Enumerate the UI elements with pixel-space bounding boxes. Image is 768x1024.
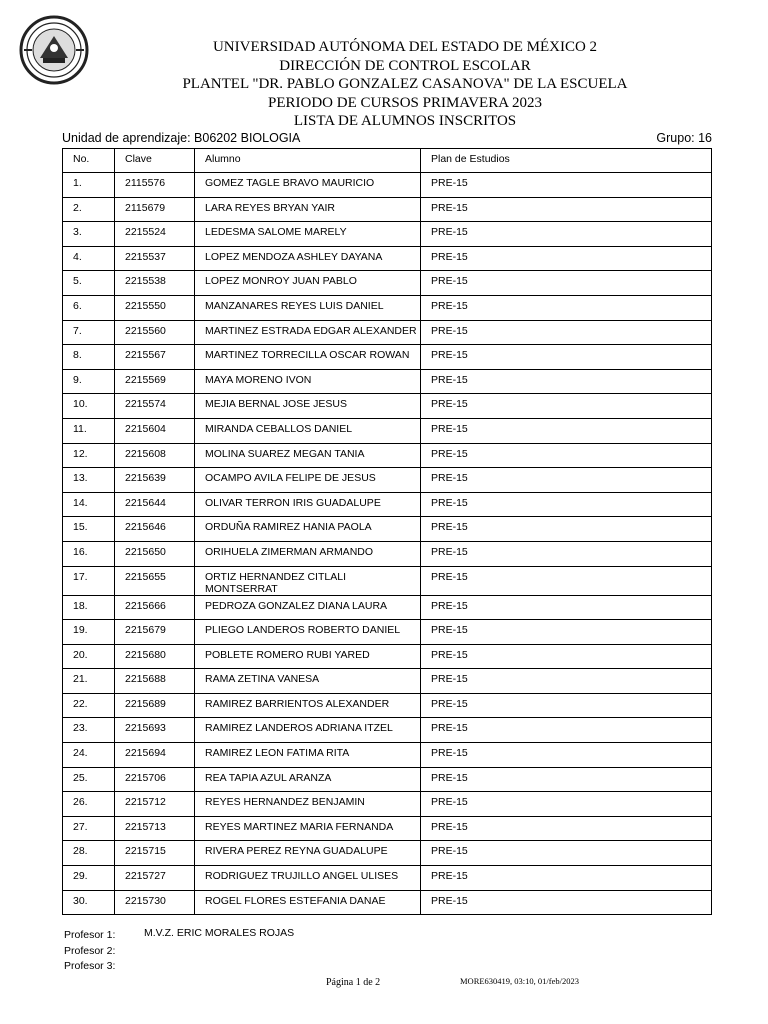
cell-clave: 2215689 bbox=[115, 693, 195, 718]
document-header bbox=[100, 38, 710, 131]
cell-alumno: RAMIREZ BARRIENTOS ALEXANDER bbox=[195, 693, 421, 718]
cell-plan: PRE-15 bbox=[421, 295, 712, 320]
table-row bbox=[63, 394, 712, 419]
cell-no: 17. bbox=[63, 566, 115, 595]
cell-clave: 2115679 bbox=[115, 197, 195, 222]
cell-alumno: RODRIGUEZ TRUJILLO ANGEL ULISES bbox=[195, 866, 421, 891]
cell-alumno: MARTINEZ ESTRADA EDGAR ALEXANDER bbox=[195, 320, 421, 345]
cell-no: 8. bbox=[63, 345, 115, 370]
cell-alumno: GOMEZ TAGLE BRAVO MAURICIO bbox=[195, 173, 421, 198]
table-row bbox=[63, 767, 712, 792]
cell-plan: PRE-15 bbox=[421, 320, 712, 345]
cell-clave: 2115576 bbox=[115, 173, 195, 198]
cell-no: 29. bbox=[63, 866, 115, 891]
cell-alumno: PLIEGO LANDEROS ROBERTO DANIEL bbox=[195, 620, 421, 645]
cell-plan: PRE-15 bbox=[421, 718, 712, 743]
cell-clave: 2215715 bbox=[115, 841, 195, 866]
table-row bbox=[63, 718, 712, 743]
cell-alumno: REA TAPIA AZUL ARANZA bbox=[195, 767, 421, 792]
cell-no: 30. bbox=[63, 890, 115, 915]
cell-alumno: LARA REYES BRYAN YAIR bbox=[195, 197, 421, 222]
cell-alumno: LEDESMA SALOME MARELY bbox=[195, 222, 421, 247]
table-header-row bbox=[63, 149, 712, 173]
cell-plan: PRE-15 bbox=[421, 246, 712, 271]
cell-plan: PRE-15 bbox=[421, 620, 712, 645]
cell-no: 18. bbox=[63, 595, 115, 620]
cell-plan: PRE-15 bbox=[421, 443, 712, 468]
table-row bbox=[63, 890, 712, 915]
cell-clave: 2215524 bbox=[115, 222, 195, 247]
table-row bbox=[63, 492, 712, 517]
cell-alumno: OCAMPO AVILA FELIPE DE JESUS bbox=[195, 468, 421, 493]
cell-clave: 2215567 bbox=[115, 345, 195, 370]
cell-plan: PRE-15 bbox=[421, 693, 712, 718]
cell-plan: PRE-15 bbox=[421, 517, 712, 542]
table-row bbox=[63, 197, 712, 222]
cell-plan: PRE-15 bbox=[421, 595, 712, 620]
column-header-clave: Clave bbox=[115, 149, 195, 173]
table-row bbox=[63, 620, 712, 645]
table-row bbox=[63, 669, 712, 694]
cell-alumno: RAMIREZ LANDEROS ADRIANA ITZEL bbox=[195, 718, 421, 743]
cell-clave: 2215639 bbox=[115, 468, 195, 493]
header-line-direccion: DIRECCIÓN DE CONTROL ESCOLAR bbox=[279, 57, 531, 74]
cell-no: 20. bbox=[63, 644, 115, 669]
cell-clave: 2215666 bbox=[115, 595, 195, 620]
cell-clave: 2215679 bbox=[115, 620, 195, 645]
table-row bbox=[63, 320, 712, 345]
table-row bbox=[63, 541, 712, 566]
cell-plan: PRE-15 bbox=[421, 743, 712, 768]
table-row bbox=[63, 566, 712, 595]
professors-block bbox=[64, 928, 364, 975]
cell-plan: PRE-15 bbox=[421, 866, 712, 891]
cell-alumno: OLIVAR TERRON IRIS GUADALUPE bbox=[195, 492, 421, 517]
table-row bbox=[63, 517, 712, 542]
cell-no: 3. bbox=[63, 222, 115, 247]
table-row bbox=[63, 443, 712, 468]
cell-clave: 2215713 bbox=[115, 816, 195, 841]
table-row bbox=[63, 271, 712, 296]
cell-clave: 2215680 bbox=[115, 644, 195, 669]
table-row bbox=[63, 345, 712, 370]
cell-alumno: REYES MARTINEZ MARIA FERNANDA bbox=[195, 816, 421, 841]
cell-plan: PRE-15 bbox=[421, 841, 712, 866]
cell-clave: 2215727 bbox=[115, 866, 195, 891]
cell-alumno: POBLETE ROMERO RUBI YARED bbox=[195, 644, 421, 669]
cell-alumno: MAYA MORENO IVON bbox=[195, 369, 421, 394]
cell-no: 24. bbox=[63, 743, 115, 768]
professor-label: Profesor 1: bbox=[64, 929, 116, 941]
table-row bbox=[63, 246, 712, 271]
cell-no: 25. bbox=[63, 767, 115, 792]
cell-alumno: ORDUÑA RAMIREZ HANIA PAOLA bbox=[195, 517, 421, 542]
header-line-periodo: PERIODO DE CURSOS PRIMAVERA 2023 bbox=[268, 94, 542, 111]
university-seal-icon bbox=[18, 14, 90, 86]
cell-clave: 2215646 bbox=[115, 517, 195, 542]
cell-no: 28. bbox=[63, 841, 115, 866]
professor-label: Profesor 3: bbox=[64, 960, 116, 972]
cell-no: 23. bbox=[63, 718, 115, 743]
cell-alumno: ORTIZ HERNANDEZ CITLALI MONTSERRAT bbox=[195, 566, 421, 595]
professor-row bbox=[64, 928, 364, 944]
cell-plan: PRE-15 bbox=[421, 644, 712, 669]
cell-plan: PRE-15 bbox=[421, 369, 712, 394]
cell-clave: 2215538 bbox=[115, 271, 195, 296]
table-row bbox=[63, 295, 712, 320]
cell-plan: PRE-15 bbox=[421, 541, 712, 566]
table-row bbox=[63, 222, 712, 247]
cell-alumno: MARTINEZ TORRECILLA OSCAR ROWAN bbox=[195, 345, 421, 370]
table-row bbox=[63, 644, 712, 669]
cell-plan: PRE-15 bbox=[421, 767, 712, 792]
unidad-aprendizaje: Unidad de aprendizaje: B06202 BIOLOGIA bbox=[62, 131, 301, 145]
cell-no: 14. bbox=[63, 492, 115, 517]
cell-alumno: RIVERA PEREZ REYNA GUADALUPE bbox=[195, 841, 421, 866]
header-line-lista: LISTA DE ALUMNOS INSCRITOS bbox=[293, 113, 517, 129]
cell-alumno: ROGEL FLORES ESTEFANIA DANAE bbox=[195, 890, 421, 915]
header-line-university: UNIVERSIDAD AUTÓNOMA DEL ESTADO DE MÉXICO 2 bbox=[212, 39, 598, 55]
table-row bbox=[63, 173, 712, 198]
header-line-plantel: PLANTEL "DR. PABLO GONZALEZ CASANOVA" DE LA ESCUELA bbox=[182, 76, 628, 92]
cell-plan: PRE-15 bbox=[421, 418, 712, 443]
column-header-alumno: Alumno bbox=[195, 149, 421, 173]
cell-alumno: LOPEZ MONROY JUAN PABLO bbox=[195, 271, 421, 296]
cell-clave: 2215730 bbox=[115, 890, 195, 915]
table-row bbox=[63, 866, 712, 891]
column-header-no: No. bbox=[63, 149, 115, 173]
cell-no: 12. bbox=[63, 443, 115, 468]
cell-clave: 2215706 bbox=[115, 767, 195, 792]
cell-plan: PRE-15 bbox=[421, 669, 712, 694]
cell-alumno: RAMA ZETINA VANESA bbox=[195, 669, 421, 694]
professor-row bbox=[64, 944, 364, 960]
cell-plan: PRE-15 bbox=[421, 492, 712, 517]
table-row bbox=[63, 595, 712, 620]
cell-plan: PRE-15 bbox=[421, 890, 712, 915]
cell-alumno: MEJIA BERNAL JOSE JESUS bbox=[195, 394, 421, 419]
cell-clave: 2215712 bbox=[115, 792, 195, 817]
table-row bbox=[63, 792, 712, 817]
cell-clave: 2215688 bbox=[115, 669, 195, 694]
cell-alumno: PEDROZA GONZALEZ DIANA LAURA bbox=[195, 595, 421, 620]
cell-clave: 2215608 bbox=[115, 443, 195, 468]
table-row bbox=[63, 468, 712, 493]
cell-no: 13. bbox=[63, 468, 115, 493]
cell-plan: PRE-15 bbox=[421, 792, 712, 817]
cell-alumno: MIRANDA CEBALLOS DANIEL bbox=[195, 418, 421, 443]
table-row bbox=[63, 369, 712, 394]
cell-alumno: MANZANARES REYES LUIS DANIEL bbox=[195, 295, 421, 320]
cell-no: 1. bbox=[63, 173, 115, 198]
cell-no: 7. bbox=[63, 320, 115, 345]
cell-no: 15. bbox=[63, 517, 115, 542]
cell-no: 19. bbox=[63, 620, 115, 645]
table-body bbox=[63, 173, 712, 915]
cell-clave: 2215693 bbox=[115, 718, 195, 743]
cell-alumno: LOPEZ MENDOZA ASHLEY DAYANA bbox=[195, 246, 421, 271]
cell-clave: 2215550 bbox=[115, 295, 195, 320]
cell-plan: PRE-15 bbox=[421, 271, 712, 296]
professor-name: M.V.Z. ERIC MORALES ROJAS bbox=[144, 927, 295, 939]
cell-clave: 2215655 bbox=[115, 566, 195, 595]
column-header-plan: Plan de Estudios bbox=[421, 149, 712, 173]
table-row bbox=[63, 816, 712, 841]
cell-plan: PRE-15 bbox=[421, 173, 712, 198]
cell-alumno: ORIHUELA ZIMERMAN ARMANDO bbox=[195, 541, 421, 566]
grupo: Grupo: 16 bbox=[656, 131, 712, 145]
cell-no: 27. bbox=[63, 816, 115, 841]
cell-clave: 2215574 bbox=[115, 394, 195, 419]
cell-clave: 2215537 bbox=[115, 246, 195, 271]
cell-alumno: REYES HERNANDEZ BENJAMIN bbox=[195, 792, 421, 817]
cell-clave: 2215694 bbox=[115, 743, 195, 768]
cell-no: 10. bbox=[63, 394, 115, 419]
cell-no: 4. bbox=[63, 246, 115, 271]
cell-no: 6. bbox=[63, 295, 115, 320]
table-row bbox=[63, 841, 712, 866]
cell-no: 21. bbox=[63, 669, 115, 694]
professor-label: Profesor 2: bbox=[64, 944, 116, 957]
cell-clave: 2215604 bbox=[115, 418, 195, 443]
cell-no: 11. bbox=[63, 418, 115, 443]
student-roster-table bbox=[62, 148, 712, 915]
cell-no: 26. bbox=[63, 792, 115, 817]
generation-stamp: MORE630419, 03:10, 01/feb/2023 bbox=[460, 976, 579, 986]
cell-alumno: MOLINA SUAREZ MEGAN TANIA bbox=[195, 443, 421, 468]
cell-plan: PRE-15 bbox=[421, 222, 712, 247]
cell-alumno: RAMIREZ LEON FATIMA RITA bbox=[195, 743, 421, 768]
table-row bbox=[63, 693, 712, 718]
cell-clave: 2215560 bbox=[115, 320, 195, 345]
cell-clave: 2215569 bbox=[115, 369, 195, 394]
cell-no: 9. bbox=[63, 369, 115, 394]
cell-plan: PRE-15 bbox=[421, 566, 712, 595]
table-row bbox=[63, 743, 712, 768]
page-number: Página 1 de 2 bbox=[326, 977, 381, 988]
cell-no: 16. bbox=[63, 541, 115, 566]
cell-no: 2. bbox=[63, 197, 115, 222]
cell-no: 5. bbox=[63, 271, 115, 296]
cell-plan: PRE-15 bbox=[421, 345, 712, 370]
cell-clave: 2215650 bbox=[115, 541, 195, 566]
cell-plan: PRE-15 bbox=[421, 394, 712, 419]
cell-plan: PRE-15 bbox=[421, 816, 712, 841]
cell-plan: PRE-15 bbox=[421, 197, 712, 222]
cell-no: 22. bbox=[63, 693, 115, 718]
professor-row bbox=[64, 959, 364, 975]
cell-plan: PRE-15 bbox=[421, 468, 712, 493]
cell-clave: 2215644 bbox=[115, 492, 195, 517]
table-row bbox=[63, 418, 712, 443]
